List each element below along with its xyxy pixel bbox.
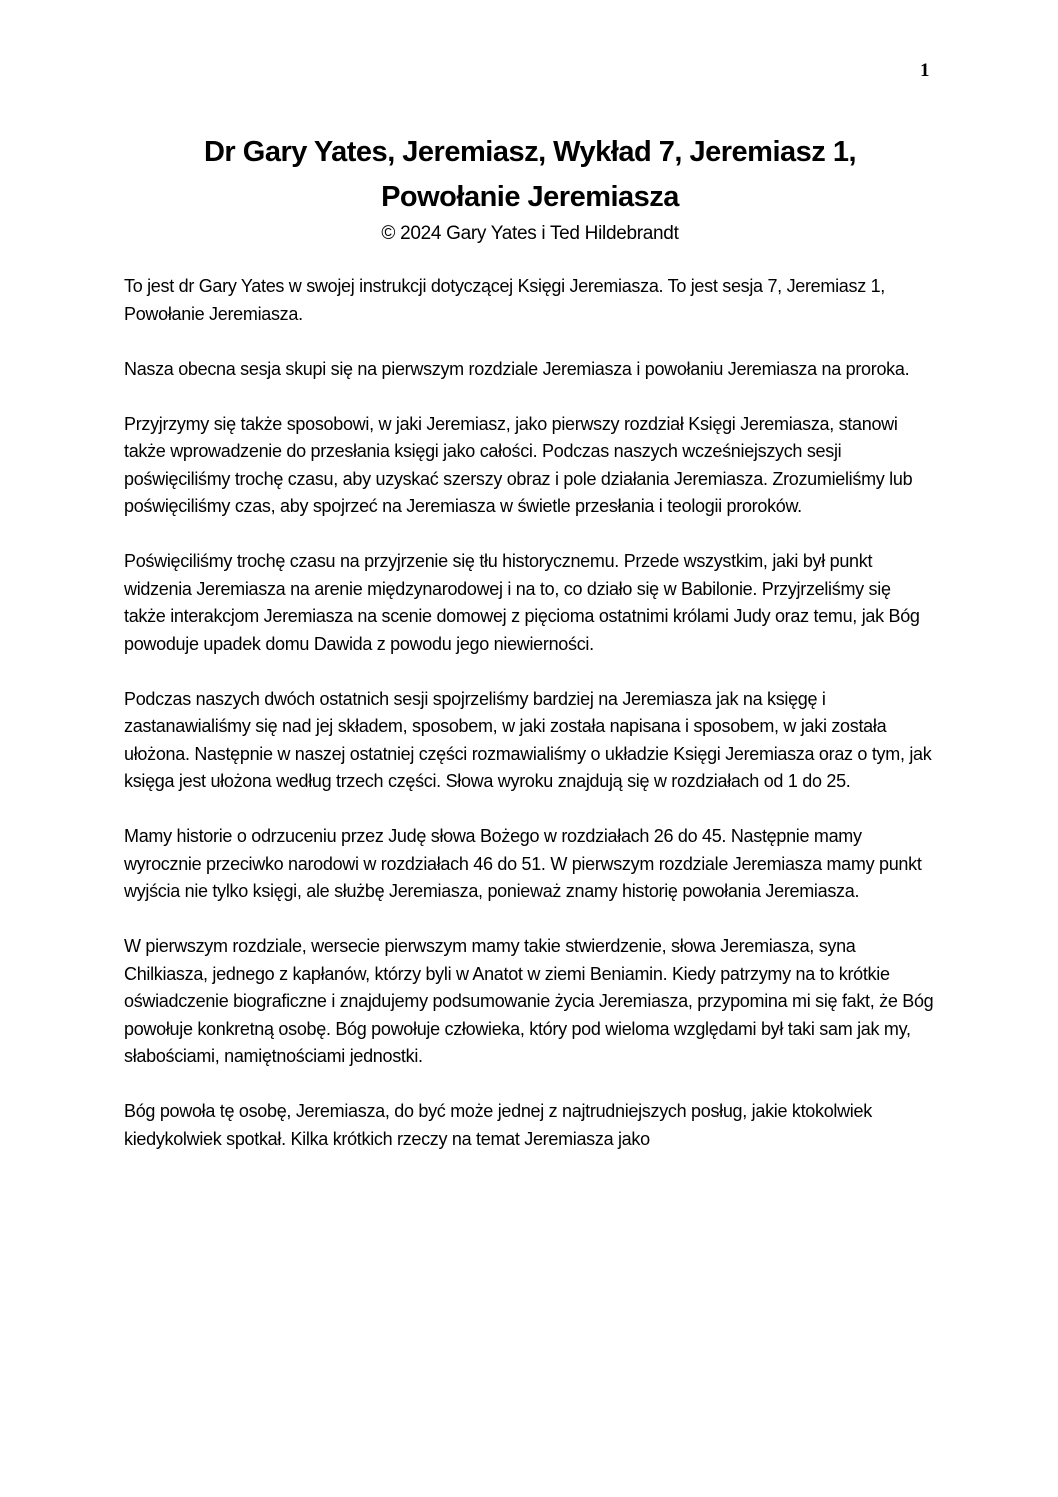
- page-number: 1: [920, 60, 930, 81]
- title-line-1: Dr Gary Yates, Jeremiasz, Wykład 7, Jeremiasz 1,: [203, 136, 857, 168]
- paragraph-3: Przyjrzymy się także sposobowi, w jaki Jeremiasz, jako pierwszy rozdział Księgi Jeremiasza, stanowi także wprowadzenie do przesłania księgi jako całości. Podczas naszych wcześniejszych sesji poświęciliśmy trochę czasu, aby uzyskać szerszy obraz i pole działania Jeremiasza. Zrozumieliśmy lub poświęciliśmy czas, aby spojrzeć na Jeremiasza w świetle przesłania i teologii proroków.: [124, 413, 913, 516]
- paragraph-4: Poświęciliśmy trochę czasu na przyjrzenie się tłu historycznemu. Przede wszystkim, jaki był punkt widzenia Jeremiasza na arenie międzynarodowej i na to, co działo się w Babilonie. Przyjrzeliśmy się także interakcjom Jeremiasza na scenie domowej z pięcioma ostatnimi królami Judy oraz temu, jak Bóg powoduje upadek domu Dawida z powodu jego niewierności.: [124, 551, 920, 654]
- paragraph-5: Podczas naszych dwóch ostatnich sesji spojrzeliśmy bardziej na Jeremiasza jak na księgę i zastanawialiśmy się nad jej składem, sposobem, w jaki została napisana i sposobem, w jaki została ułożona. Następnie w naszej ostatniej części rozmawialiśmy o układzie Księgi Jeremiasza oraz o tym, jak księga jest ułożona według trzech części. Słowa wyroku znajdują się w rozdziałach od 1 do 25.: [124, 688, 932, 791]
- paragraph-8: Bóg powoła tę osobę, Jeremiasza, do być może jednej z najtrudniejszych posług, jakie ktokolwiek kiedykolwiek spotkał. Kilka krótkich rzeczy na temat Jeremiasza jako: [124, 1101, 872, 1149]
- title-line-2: Powołanie Jeremiasza: [381, 181, 679, 213]
- document-title: [124, 130, 936, 220]
- paragraph-2: Nasza obecna sesja skupi się na pierwszym rozdziale Jeremiasza i powołaniu Jeremiasza na proroka.: [124, 358, 910, 379]
- paragraph-7: W pierwszym rozdziale, wersecie pierwszym mamy takie stwierdzenie, słowa Jeremiasza, syna Chilkiasza, jednego z kapłanów, którzy byli w Anatot w ziemi Beniamin. Kiedy patrzymy na to krótkie oświadczenie biograficzne i znajdujemy podsumowanie życia Jeremiasza, przypomina mi się fakt, że Bóg powołuje konkretną osobę. Bóg powołuje człowieka, który pod wieloma względami był taki sam jak my, słabościami, namiętnościami jednostki.: [124, 936, 934, 1066]
- document-body: [124, 273, 936, 1153]
- document-content: [124, 130, 936, 1181]
- paragraph-6: Mamy historie o odrzuceniu przez Judę słowa Bożego w rozdziałach 26 do 45. Następnie mamy wyrocznie przeciwko narodowi w rozdziałach 46 do 51. W pierwszym rozdziale Jeremiasza mamy punkt wyjścia nie tylko księgi, ale służbę Jeremiasza, ponieważ znamy historię powołania Jeremiasza.: [124, 826, 922, 901]
- copyright-line: © 2024 Gary Yates i Ted Hildebrandt: [381, 223, 679, 244]
- paragraph-1: To jest dr Gary Yates w swojej instrukcji dotyczącej Księgi Jeremiasza. To jest sesja 7, Jeremiasz 1, Powołanie Jeremiasza.: [124, 276, 886, 324]
